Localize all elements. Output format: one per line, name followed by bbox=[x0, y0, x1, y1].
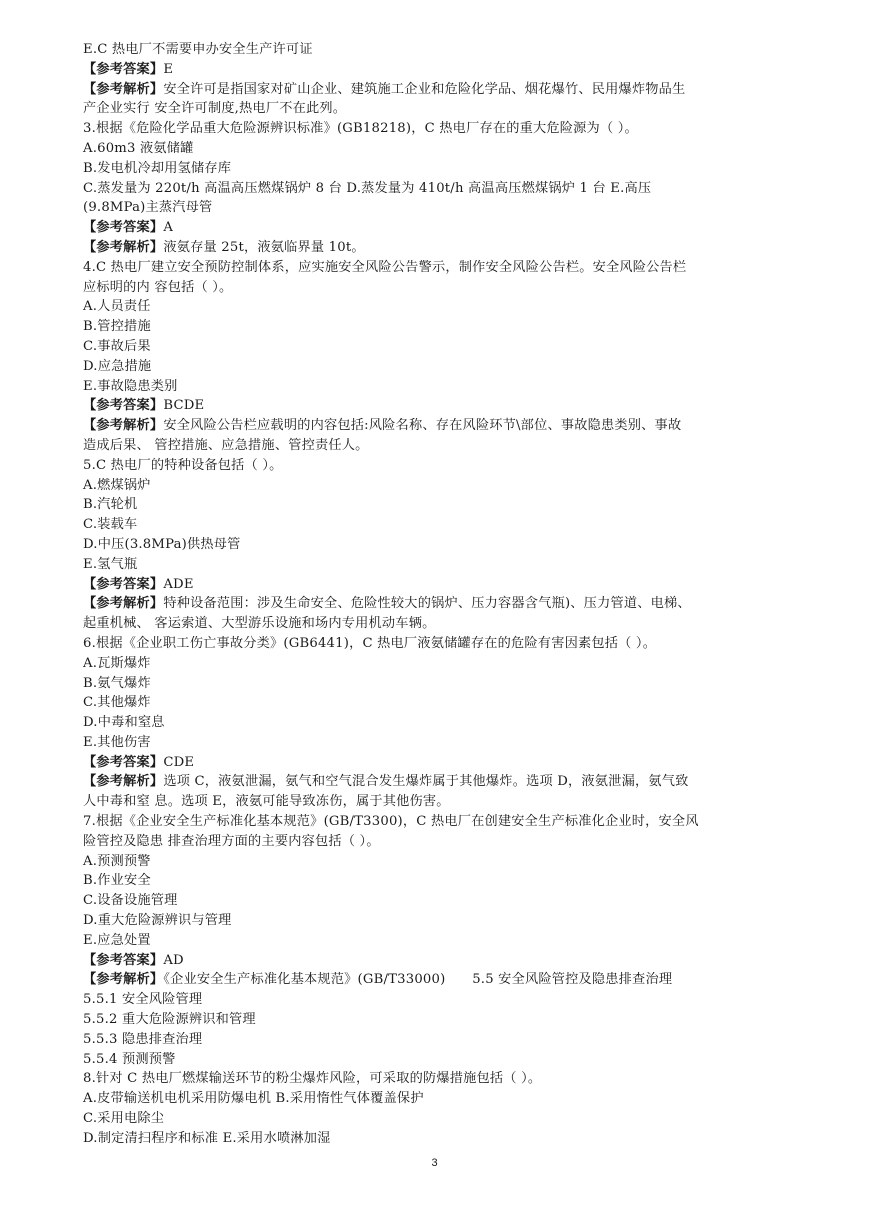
question-line: 4.C 热电厂建立安全预防控制体系，应实施安全风险公告警示，制作安全风险公告栏。安全风险公告栏 bbox=[83, 259, 687, 275]
question-line: 5.5.4 预测预警 bbox=[83, 1051, 176, 1067]
label-text: E bbox=[163, 61, 174, 77]
label-tag: 【参考解析】 bbox=[83, 596, 164, 612]
label-text: 特种设备范围：涉及生命安全、危险性较大的锅炉、压力容器含气瓶)、压力管道、电梯、 bbox=[163, 596, 691, 612]
option-line: A.人员责任 bbox=[83, 299, 151, 315]
option-line: B.汽轮机 bbox=[83, 497, 138, 513]
label-tag: 【参考答案】 bbox=[83, 952, 164, 968]
label-tag: 【参考解析】 bbox=[83, 239, 164, 255]
page-number: 3 bbox=[431, 1157, 438, 1169]
explanation-line bbox=[83, 594, 783, 614]
label-tag: 【参考答案】 bbox=[83, 398, 164, 414]
question-line: 7.根据《企业安全生产标准化基本规范》(GB/T3300)，C 热电厂在创建安全生产标准化企业时，安全风 bbox=[83, 814, 699, 830]
option-line: E.应急处置 bbox=[83, 932, 151, 948]
answer-line bbox=[83, 575, 783, 595]
option-line: B.管控措施 bbox=[83, 319, 151, 335]
option-line: C.装载车 bbox=[83, 517, 138, 533]
label-tag: 【参考解析】 bbox=[83, 774, 164, 790]
answer-line bbox=[83, 951, 783, 971]
text-line: 产企业实行 安全许可制度,热电厂不在此列。 bbox=[83, 101, 347, 117]
text-line: 人中毒和窒 息。选项 E，液氨可能导致冻伤，属于其他伤害。 bbox=[83, 794, 450, 810]
option-line: E.事故隐患类别 bbox=[83, 378, 178, 394]
text-line: 起重机械、 客运索道、大型游乐设施和场内专用机动车辆。 bbox=[83, 616, 436, 632]
question-line: 5.C 热电厂的特种设备包括（ ）。 bbox=[83, 457, 283, 473]
option-line: C.设备设施管理 bbox=[83, 893, 178, 909]
question-line: 5.5.2 重大危险源辨识和管理 bbox=[83, 1012, 256, 1028]
option-line: A.预测预警 bbox=[83, 853, 151, 869]
option-line: D.中压(3.8MPa)供热母管 bbox=[83, 536, 241, 552]
explanation-line bbox=[83, 80, 783, 100]
option-line: E.其他伤害 bbox=[83, 734, 151, 750]
text-line: 应标明的内 容包括（ ）。 bbox=[83, 279, 233, 295]
label-text: 安全许可是指国家对矿山企业、建筑施工企业和危险化学品、烟花爆竹、民用爆炸物品生 bbox=[163, 81, 686, 97]
label-tag: 【参考解析】 bbox=[83, 418, 164, 434]
option-line: A.燃煤锅炉 bbox=[83, 477, 151, 493]
question-line: 5.5.3 隐患排查治理 bbox=[83, 1031, 203, 1047]
label-text: A bbox=[163, 220, 174, 236]
label-text: AD bbox=[163, 952, 184, 968]
label-tag: 【参考答案】 bbox=[83, 61, 164, 77]
question-line: 5.5.1 安全风险管理 bbox=[83, 992, 203, 1008]
option-line: D.应急措施 bbox=[83, 358, 152, 374]
explanation-line bbox=[83, 416, 783, 436]
label-text: 安全风险公告栏应载明的内容包括:风险名称、存在风险环节\部位、事故隐患类别、事故 bbox=[163, 418, 682, 434]
option-line: E.C 热电厂不需要申办安全生产许可证 bbox=[83, 42, 313, 57]
option-line: C.采用电除尘 bbox=[83, 1111, 165, 1127]
explanation-line bbox=[83, 772, 783, 792]
label-text: 《企业安全生产标准化基本规范》(GB/T33000) 5.5 安全风险管控及隐患排查治理 bbox=[163, 972, 673, 988]
label-text: 液氨存量 25t，液氨临界量 10t。 bbox=[163, 239, 365, 255]
label-text: CDE bbox=[163, 754, 195, 770]
document-body bbox=[83, 40, 783, 1149]
option-line: D.重大危险源辨识与管理 bbox=[83, 913, 232, 929]
label-tag: 【参考答案】 bbox=[83, 754, 164, 770]
option-line: A.60m3 液氨储罐 bbox=[83, 140, 194, 156]
label-text: BCDE bbox=[163, 398, 205, 414]
option-line: B.作业安全 bbox=[83, 873, 151, 889]
label-text: 选项 C，液氨泄漏，氨气和空气混合发生爆炸属于其他爆炸。选项 D，液氨泄漏，氨气致 bbox=[163, 774, 689, 790]
label-tag: 【参考答案】 bbox=[83, 576, 164, 592]
option-line: D.中毒和窒息 bbox=[83, 715, 165, 731]
option-line: C.事故后果 bbox=[83, 338, 151, 354]
question-line: 6.根据《企业职工伤亡事故分类》(GB6441)，C 热电厂液氨储罐存在的危险有害因素包括（ ）。 bbox=[83, 635, 657, 651]
option-line: A.瓦斯爆炸 bbox=[83, 655, 151, 671]
option-line: A.皮带输送机电机采用防爆电机 B.采用惰性气体覆盖保护 bbox=[83, 1091, 424, 1107]
label-tag: 【参考答案】 bbox=[83, 220, 164, 236]
answer-line bbox=[83, 60, 783, 80]
label-tag: 【参考解析】 bbox=[83, 81, 164, 97]
explanation-line bbox=[83, 970, 783, 990]
option-line: C.其他爆炸 bbox=[83, 695, 151, 711]
answer-line bbox=[83, 753, 783, 773]
option-line: B.氨气爆炸 bbox=[83, 675, 151, 691]
option-line: E.氢气瓶 bbox=[83, 556, 138, 572]
question-line: 3.根据《危险化学品重大危险源辨识标准》(GB18218)，C 热电厂存在的重大危险源为（ ）。 bbox=[83, 121, 638, 137]
option-line: C.蒸发量为 220t/h 高温高压燃煤锅炉 8 台 D.蒸发量为 410t/h 高温高压燃煤锅炉 1 台 E.高压 bbox=[83, 180, 652, 196]
answer-line bbox=[83, 218, 783, 238]
label-text: ADE bbox=[163, 576, 194, 592]
text-line: 险管控及隐患 排查治理方面的主要内容包括（ ）。 bbox=[83, 833, 380, 849]
answer-line bbox=[83, 396, 783, 416]
label-tag: 【参考解析】 bbox=[83, 972, 164, 988]
option-line: D.制定清扫程序和标准 E.采用水喷淋加湿 bbox=[83, 1130, 331, 1146]
text-line: 造成后果、 管控措施、应急措施、管控责任人。 bbox=[83, 437, 369, 453]
text-line: (9.8MPa)主蒸汽母管 bbox=[83, 200, 213, 216]
option-line: B.发电机冷却用氢储存库 bbox=[83, 160, 232, 176]
question-line: 8.针对 C 热电厂燃煤输送环节的粉尘爆炸风险，可采取的防爆措施包括（ ）。 bbox=[83, 1071, 542, 1087]
explanation-line bbox=[83, 238, 783, 258]
